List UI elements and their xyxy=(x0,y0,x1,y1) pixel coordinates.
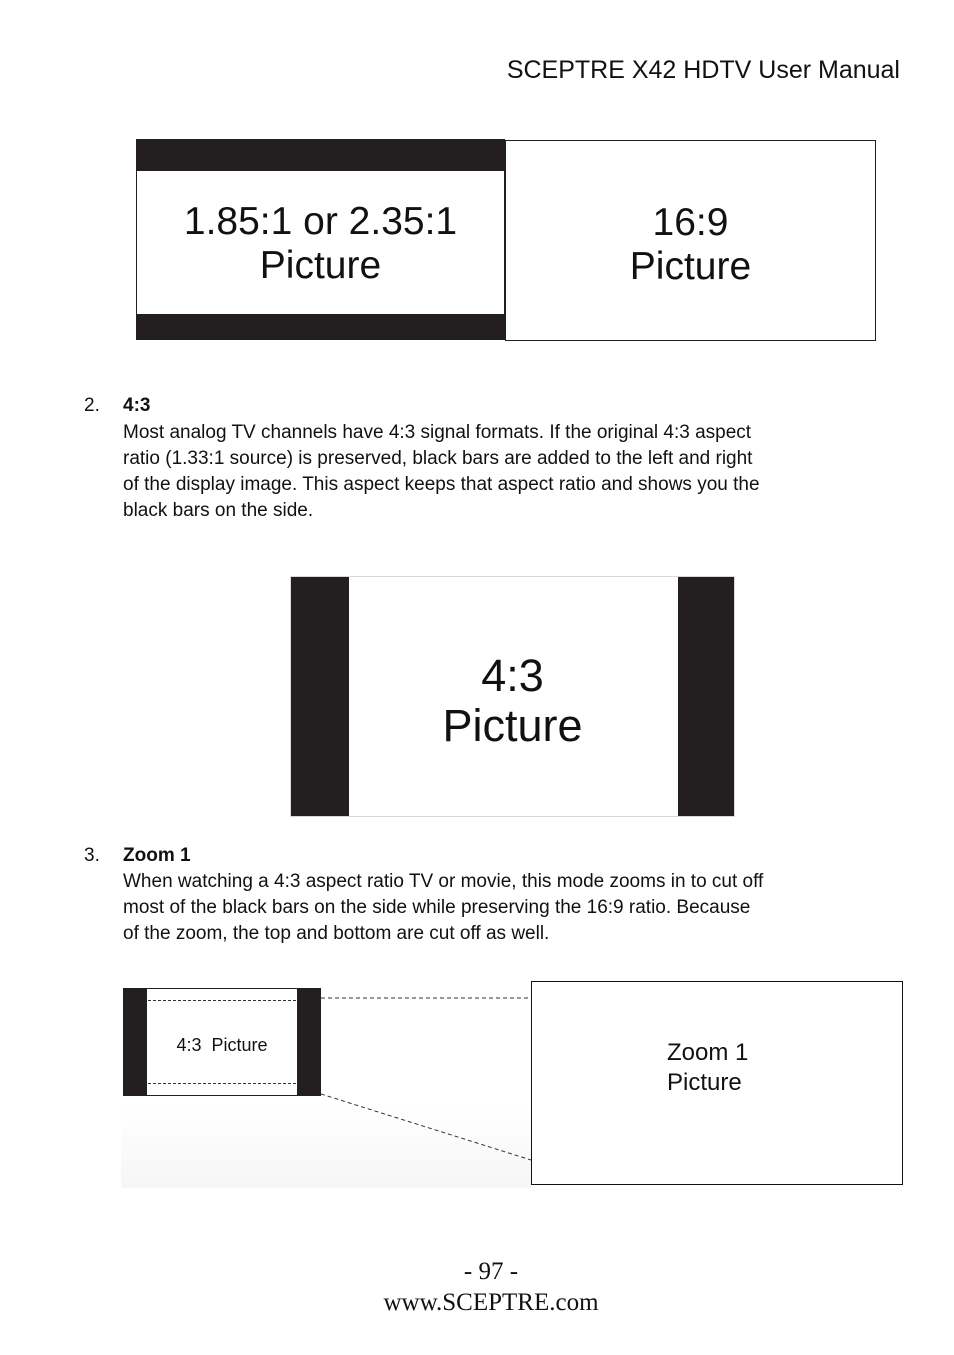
widescreen-picture-text: Picture xyxy=(629,244,752,288)
zoom-source-label: 4:3 Picture xyxy=(176,1035,268,1055)
body-line: of the zoom, the top and bottom are cut off as well. xyxy=(123,923,550,944)
zoom-result-picture-text: Picture xyxy=(667,1069,742,1096)
crop-line-bottom xyxy=(148,1083,296,1084)
website-url: www.SCEPTRE.com xyxy=(383,1289,599,1316)
manual-title: SCEPTRE X42 HDTV User Manual xyxy=(506,56,900,84)
body-line: black bars on the side. xyxy=(123,500,314,521)
zoom-source-diagram xyxy=(123,988,321,1096)
section-heading-zoom-1: Zoom 1 xyxy=(123,845,191,866)
body-line: of the display image. This aspect keeps that aspect ratio and shows you the xyxy=(123,474,760,495)
body-line: most of the black bars on the side while preserving the 16:9 ratio. Because xyxy=(123,897,751,918)
page-number: - 97 - xyxy=(463,1258,519,1285)
pillarbox-picture-text: Picture xyxy=(442,700,583,752)
body-line: Most analog TV channels have 4:3 signal formats. If the original 4:3 aspect xyxy=(123,422,752,443)
crop-line-top xyxy=(148,1000,296,1001)
letterbox-picture-text: Picture xyxy=(259,243,382,287)
letterbox-ratio-text: 1.85:1 or 2.35:1 xyxy=(183,200,458,243)
list-number: 2. xyxy=(84,395,100,416)
widescreen-ratio-text: 16:9 xyxy=(652,201,729,244)
zoom-result-label xyxy=(667,1038,748,1098)
zoom-projection-line-bottom xyxy=(321,1094,531,1160)
list-number: 3. xyxy=(84,845,100,866)
zoom-result-mode-text: Zoom 1 xyxy=(667,1039,749,1066)
body-line: ratio (1.33:1 source) is preserved, black bars are added to the left and right xyxy=(123,448,753,469)
zoom-result-diagram xyxy=(531,981,903,1185)
body-line: When watching a 4:3 aspect ratio TV or movie, this mode zooms in to cut off xyxy=(123,871,764,892)
section-heading-4-3: 4:3 xyxy=(123,395,151,416)
pillarbox-ratio-text: 4:3 xyxy=(481,650,544,701)
